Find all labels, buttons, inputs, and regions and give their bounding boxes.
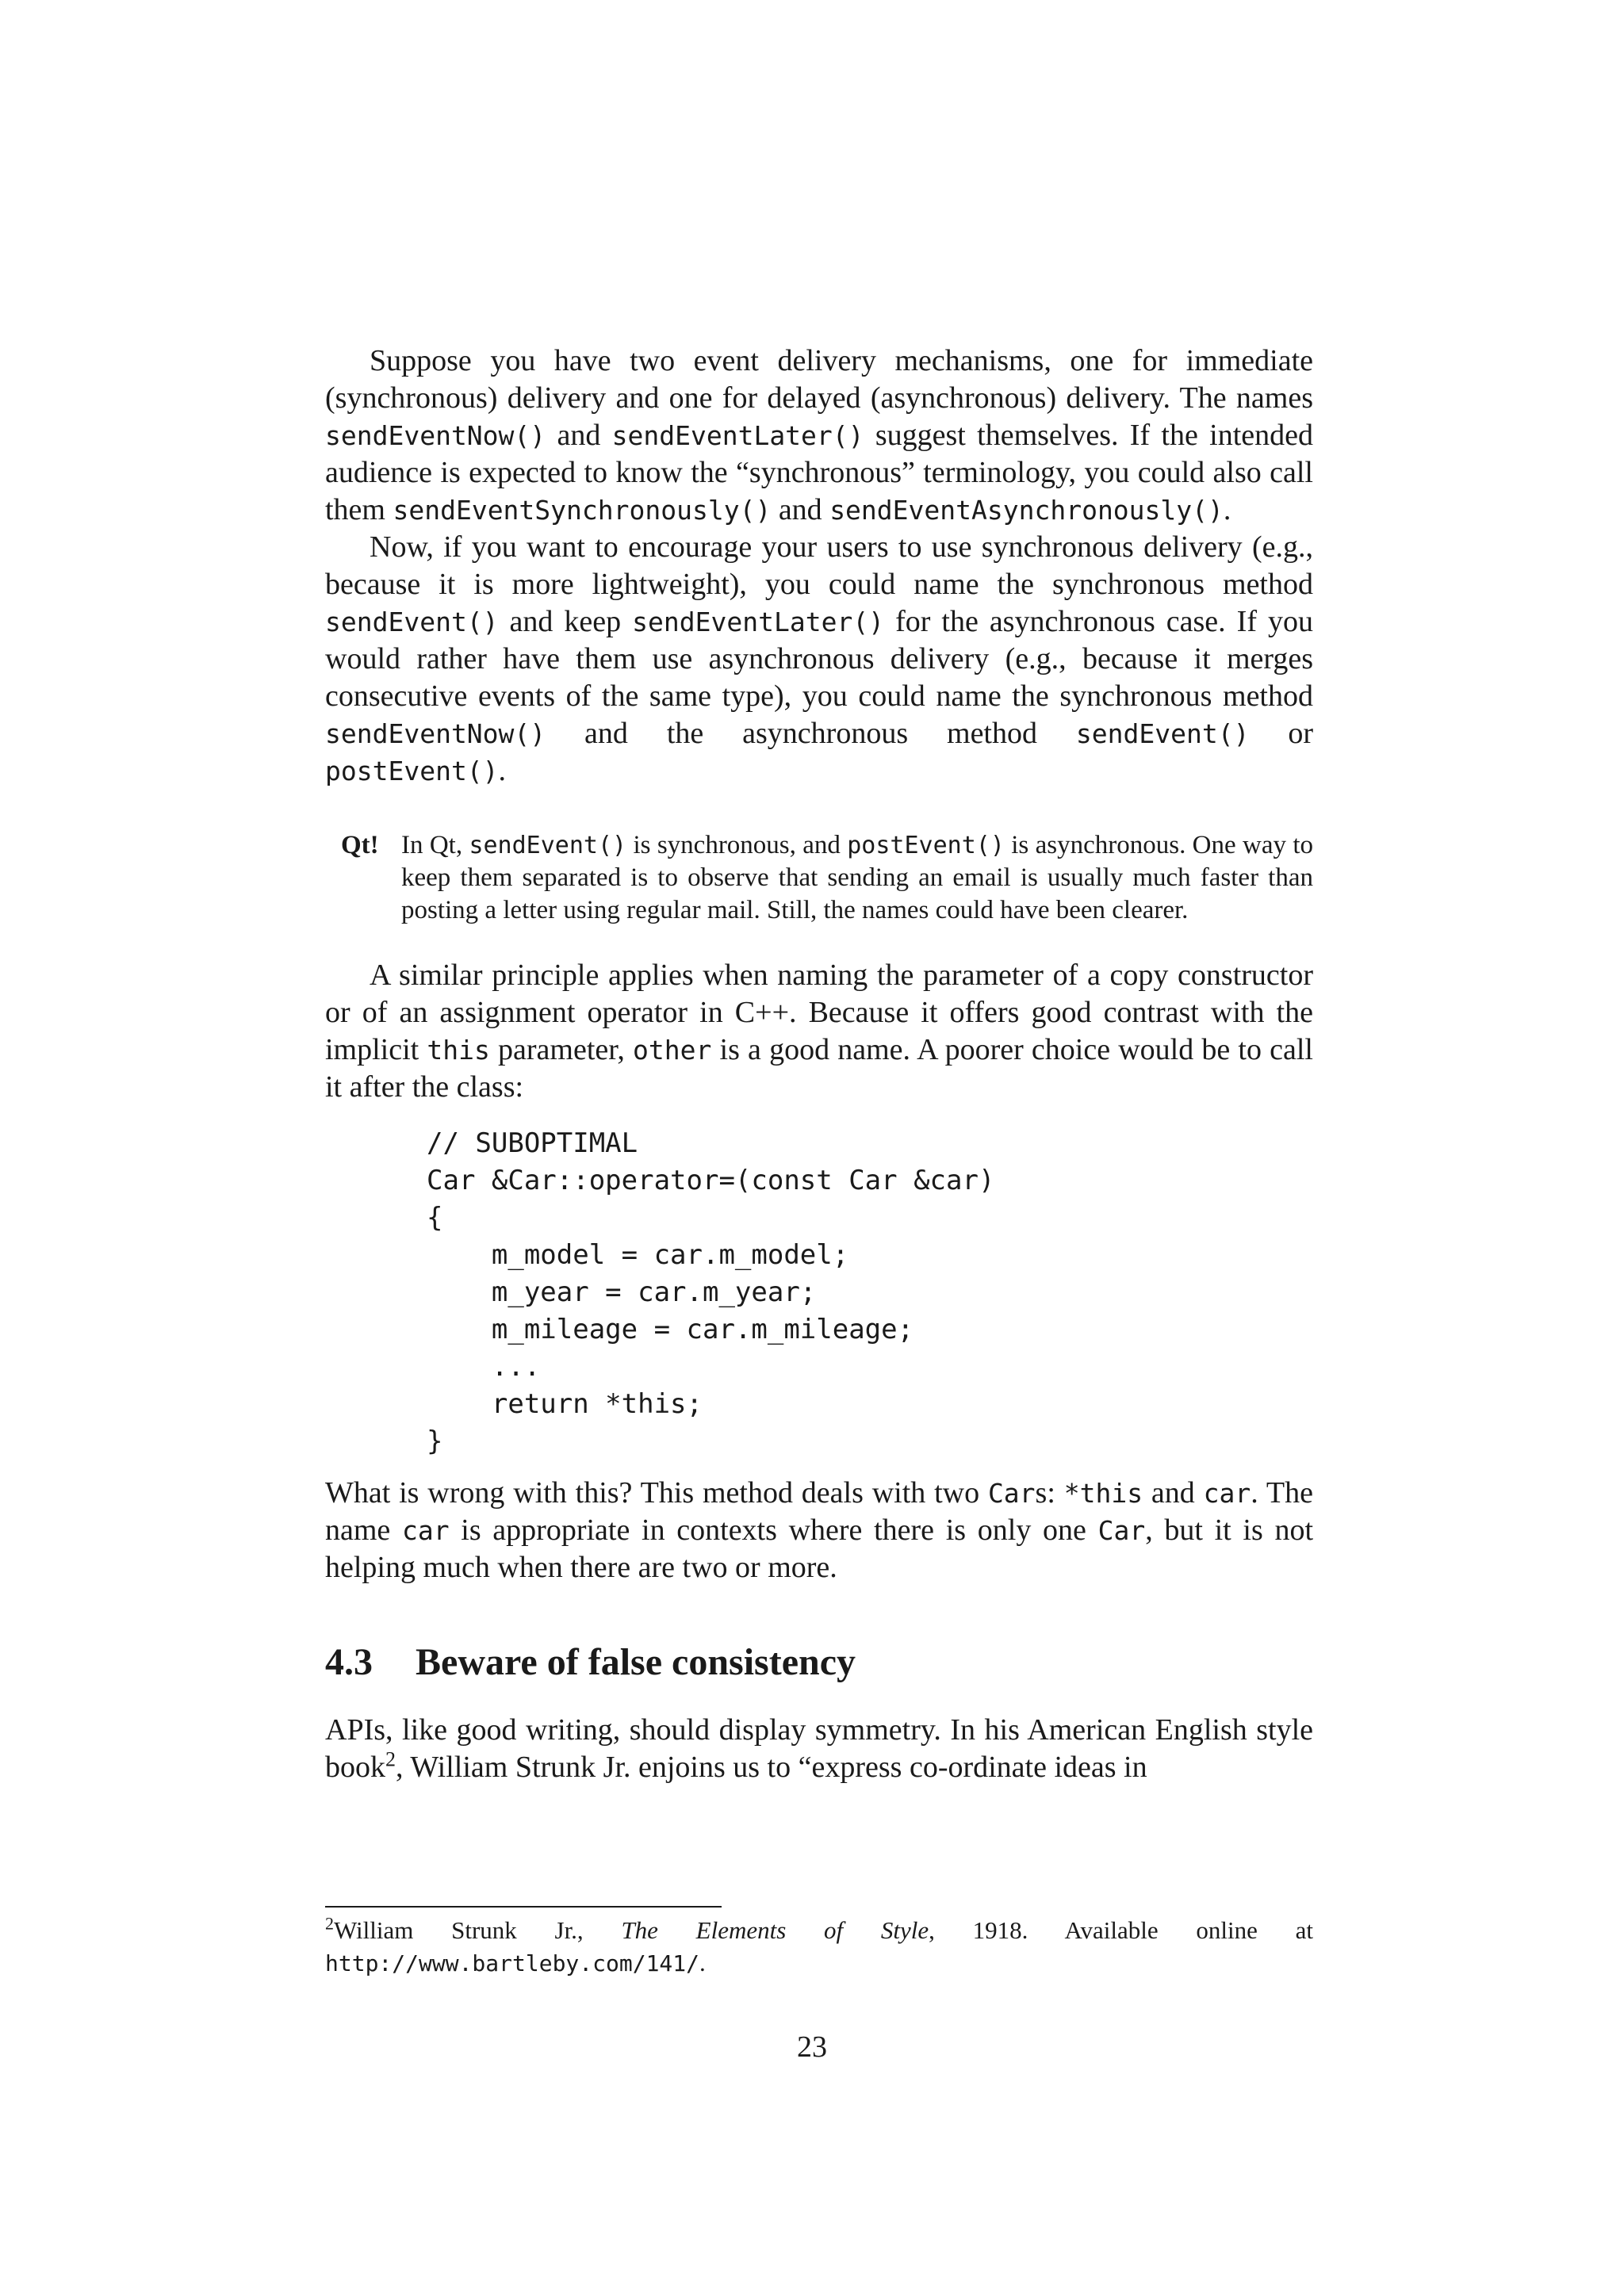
text-run: and xyxy=(1143,1476,1204,1510)
paragraph-copy-constructor xyxy=(325,957,1313,1106)
text-run: William Strunk Jr., xyxy=(334,1916,622,1944)
qt-note xyxy=(325,829,1313,927)
code-inline: sendEventAsynchronously() xyxy=(829,495,1224,526)
text-run: , but it is not helping much when there are two or more. xyxy=(325,1513,1314,1584)
text-run: , 1918. Available online at xyxy=(929,1916,1313,1944)
code-inline: sendEvent() xyxy=(469,832,627,859)
text-run: is synchronous, and xyxy=(626,831,848,859)
text-run: . xyxy=(699,1949,706,1976)
code-inline: other xyxy=(633,1035,712,1066)
text-run: or xyxy=(1249,717,1314,750)
text-run: suggest themselves. If the intended audience is expected to know the “synchronous” terminology, you could also call them xyxy=(325,419,1313,526)
text-run: What is wrong with this? This method deals with two xyxy=(325,1476,988,1510)
text-run: parameter, xyxy=(489,1033,634,1066)
footnote xyxy=(325,1914,1313,1980)
code-inline: *this xyxy=(1063,1478,1143,1509)
text-run: . The name xyxy=(325,1476,1313,1547)
text-run: s: xyxy=(1035,1476,1064,1510)
text-run: A similar principle applies when naming the parameter of a copy constructor or of an assignment operator in C++. Because it offers good contrast with the implicit xyxy=(325,959,1313,1066)
text-run: In Qt, xyxy=(401,831,469,859)
page-number: 23 xyxy=(797,2030,827,2064)
qt-note-text xyxy=(401,829,1313,927)
paragraph-symmetry xyxy=(325,1712,1313,1786)
text-run: Now, if you want to encourage your users to use synchronous delivery (e.g., because it is more lightweight), you could name the synchronous method xyxy=(325,530,1313,601)
paragraph-naming-choice xyxy=(325,529,1313,790)
text-run: and keep xyxy=(498,605,633,638)
text-run: , William Strunk Jr. enjoins us to “express co-ordinate ideas in xyxy=(396,1751,1147,1784)
text-run: is asynchronous. One way to keep them separated is to observe that sending an email is usually much faster than posting a letter using regular mail. Still, the names could have been clearer. xyxy=(401,831,1313,924)
text-run: and xyxy=(546,419,612,452)
text-run: APIs, like good writing, should display symmetry. In his American English style book xyxy=(325,1713,1313,1784)
footnote-url-link[interactable]: http://www.bartleby.com/141/ xyxy=(325,1950,700,1976)
code-inline: sendEventLater() xyxy=(611,420,864,451)
footnote-rule xyxy=(325,1906,722,1908)
paragraph-whats-wrong xyxy=(325,1475,1313,1586)
code-inline: sendEvent() xyxy=(325,607,499,637)
footnote-mark: 2 xyxy=(325,1913,334,1934)
section-number: 4.3 xyxy=(325,1641,373,1683)
main-text xyxy=(325,342,1313,1786)
text-run: is a good name. A poorer choice would be to call it after the class: xyxy=(325,1033,1313,1104)
code-block: // SUBOPTIMAL Car &Car::operator=(const Car &car) { m_model = car.m_model; m_year = car.m_year; m_mileage = car.m_mileage; ... return *this; } xyxy=(427,1127,995,1457)
code-inline: car xyxy=(1203,1478,1251,1509)
section-heading xyxy=(325,1640,1313,1685)
text-run: and the asynchronous method xyxy=(546,717,1076,750)
code-inline: sendEventSynchronously() xyxy=(393,495,772,526)
text-run: . xyxy=(1223,493,1231,526)
code-inline: postEvent() xyxy=(847,832,1005,859)
code-inline: postEvent() xyxy=(325,756,499,786)
section-title: Beware of false consistency xyxy=(416,1641,856,1683)
code-inline: Car xyxy=(987,1478,1036,1509)
code-inline: this xyxy=(427,1035,490,1066)
text-run: Suppose you have two event delivery mechanisms, one for immediate (synchronous) delivery and one for delayed (asynchronous) delivery. The names xyxy=(325,344,1313,415)
text-run: is appropriate in contexts where there is only one xyxy=(449,1513,1098,1547)
footnote-book-title: The Elements of Style xyxy=(621,1916,929,1944)
code-inline: sendEventNow() xyxy=(325,420,546,451)
footnote-ref[interactable]: 2 xyxy=(385,1747,396,1771)
text-run: and xyxy=(771,493,830,526)
text-run: for the asynchronous case. If you would rather have them use asynchronous delivery (e.g., because it merges consecutive events of the same type), you could name the synchronous method xyxy=(325,605,1313,713)
code-inline: sendEventNow() xyxy=(325,718,546,749)
code-inline: sendEventLater() xyxy=(632,607,885,637)
code-inline: sendEvent() xyxy=(1075,718,1250,749)
code-inline: Car xyxy=(1097,1515,1146,1546)
text-run: . xyxy=(498,754,507,787)
qt-note-label: Qt! xyxy=(341,831,379,859)
code-inline: car xyxy=(401,1515,450,1546)
paragraph-event-delivery xyxy=(325,342,1313,529)
